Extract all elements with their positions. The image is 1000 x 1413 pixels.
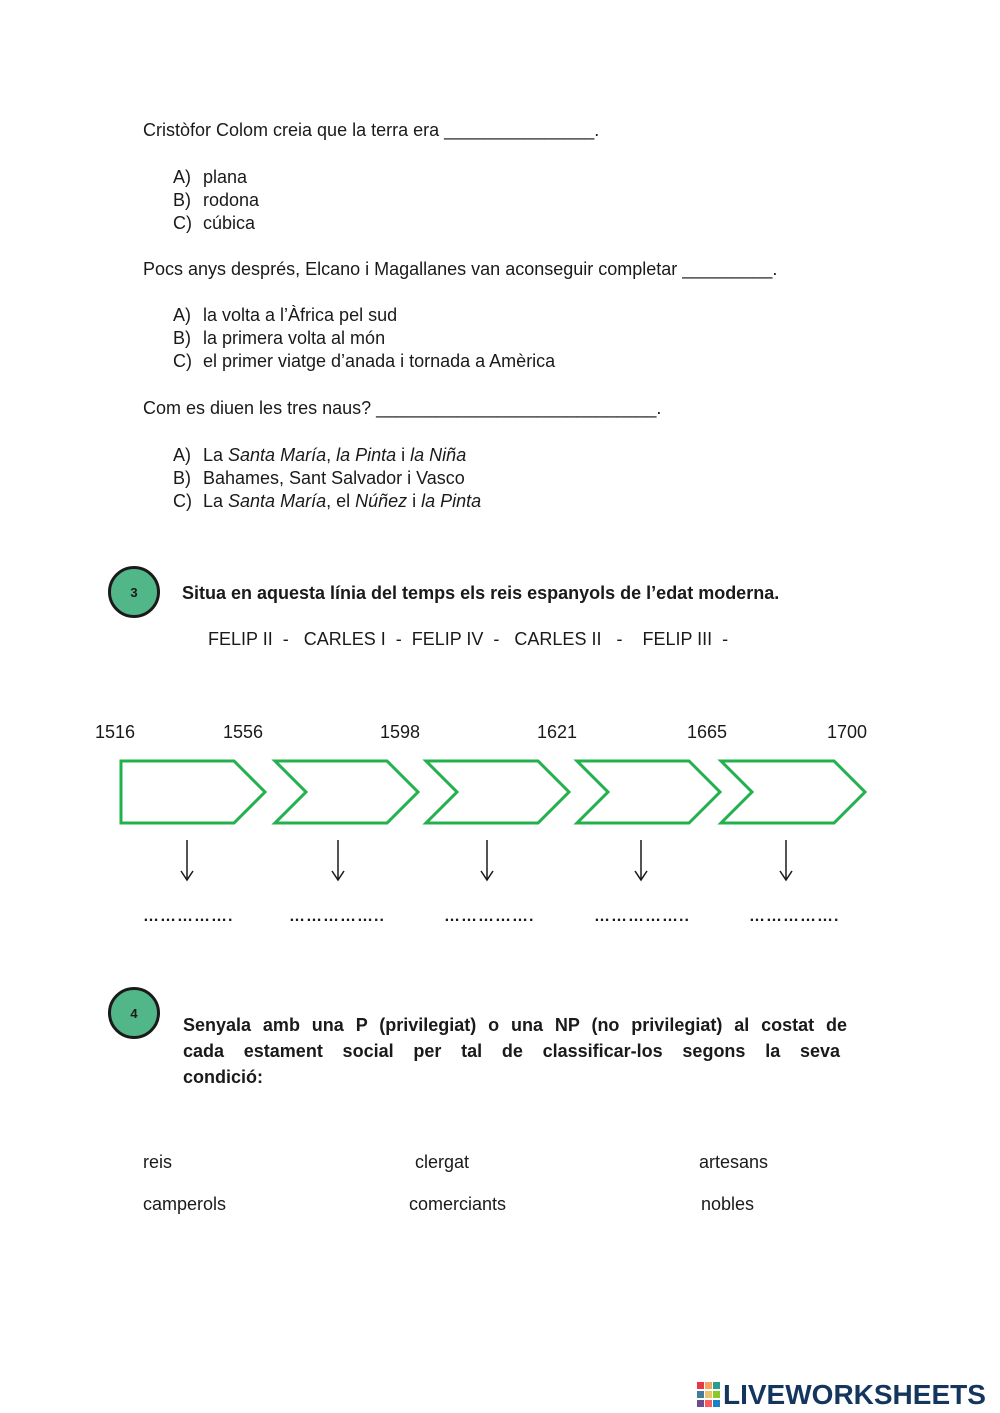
question-1-prompt: Cristòfor Colom creia que la terra era _______________. xyxy=(143,120,600,140)
answer-blank-3[interactable]: ……………. xyxy=(444,908,535,925)
estament-comerciants[interactable]: comerciants xyxy=(409,1194,507,1214)
estament-nobles[interactable]: nobles xyxy=(701,1194,755,1214)
timeline-year: 1598 xyxy=(380,722,421,742)
liveworksheets-logo-icon xyxy=(697,1382,721,1408)
down-arrow-icon xyxy=(780,840,792,880)
timeline-segment-3 xyxy=(426,761,569,823)
section-4-instructions xyxy=(183,1012,847,1090)
down-arrow-icon xyxy=(481,840,493,880)
liveworksheets-logo-text: LIVEWORKSHEETS xyxy=(723,1379,986,1410)
timeline-year: 1556 xyxy=(223,722,264,742)
timeline-year: 1665 xyxy=(687,722,728,742)
section-4-number-badge: 4 xyxy=(108,987,160,1039)
option-b[interactable]: B) rodona xyxy=(173,190,260,210)
answer-blank-2[interactable]: …………….. xyxy=(289,908,385,925)
question-3-prompt: Com es diuen les tres naus? ____________________________. xyxy=(143,398,662,418)
down-arrow-icon xyxy=(635,840,647,880)
timeline-graphic xyxy=(0,740,1000,900)
option-c[interactable]: C) el primer viatge d’anada i tornada a Amèrica xyxy=(173,351,556,371)
answer-blank-4[interactable]: …………….. xyxy=(594,908,690,925)
question-3-options xyxy=(173,444,481,513)
question-1-options xyxy=(173,166,259,235)
answer-blank-1[interactable]: ……………. xyxy=(143,908,234,925)
kings-list: FELIP II - CARLES I - FELIP IV - CARLES II - FELIP III - xyxy=(208,629,729,649)
instruction-line: cada estament social per tal de classificar-los segons la seva xyxy=(183,1041,840,1061)
liveworksheets-logo xyxy=(697,1379,986,1411)
option-c[interactable]: C) La Santa María, el Núñez i la Pinta xyxy=(173,491,482,511)
section-3-number-badge: 3 xyxy=(108,566,160,618)
down-arrow-icon xyxy=(332,840,344,880)
answer-blank-5[interactable]: ……………. xyxy=(749,908,840,925)
option-b[interactable]: B) Bahames, Sant Salvador i Vasco xyxy=(173,468,465,488)
estament-reis[interactable]: reis xyxy=(143,1152,173,1172)
option-a[interactable]: A) La Santa María, la Pinta i la Niña xyxy=(173,445,467,465)
timeline-year: 1516 xyxy=(95,722,136,742)
instruction-line: condició: xyxy=(183,1067,263,1087)
section-3-title: Situa en aquesta línia del temps els reis espanyols de l’edat moderna. xyxy=(182,583,780,603)
option-a[interactable]: A) la volta a l’Àfrica pel sud xyxy=(173,305,398,325)
instruction-line: Senyala amb una P (privilegiat) o una NP (no privilegiat) al costat de xyxy=(183,1015,847,1035)
timeline-year: 1700 xyxy=(827,722,868,742)
question-2-options xyxy=(173,304,555,373)
estament-artesans[interactable]: artesans xyxy=(699,1152,769,1172)
option-b[interactable]: B) la primera volta al món xyxy=(173,328,386,348)
timeline-segment-5 xyxy=(721,761,865,823)
timeline-segment-1 xyxy=(121,761,265,823)
option-c[interactable]: C) cúbica xyxy=(173,213,256,233)
option-a[interactable]: A) plana xyxy=(173,167,248,187)
timeline-segment-4 xyxy=(577,761,720,823)
timeline-year: 1621 xyxy=(537,722,578,742)
estament-clergat[interactable]: clergat xyxy=(415,1152,470,1172)
timeline-segment-2 xyxy=(275,761,418,823)
down-arrow-icon xyxy=(181,840,193,880)
estament-camperols[interactable]: camperols xyxy=(143,1194,227,1214)
question-2-prompt: Pocs anys després, Elcano i Magallanes van aconseguir completar _________. xyxy=(143,259,778,279)
